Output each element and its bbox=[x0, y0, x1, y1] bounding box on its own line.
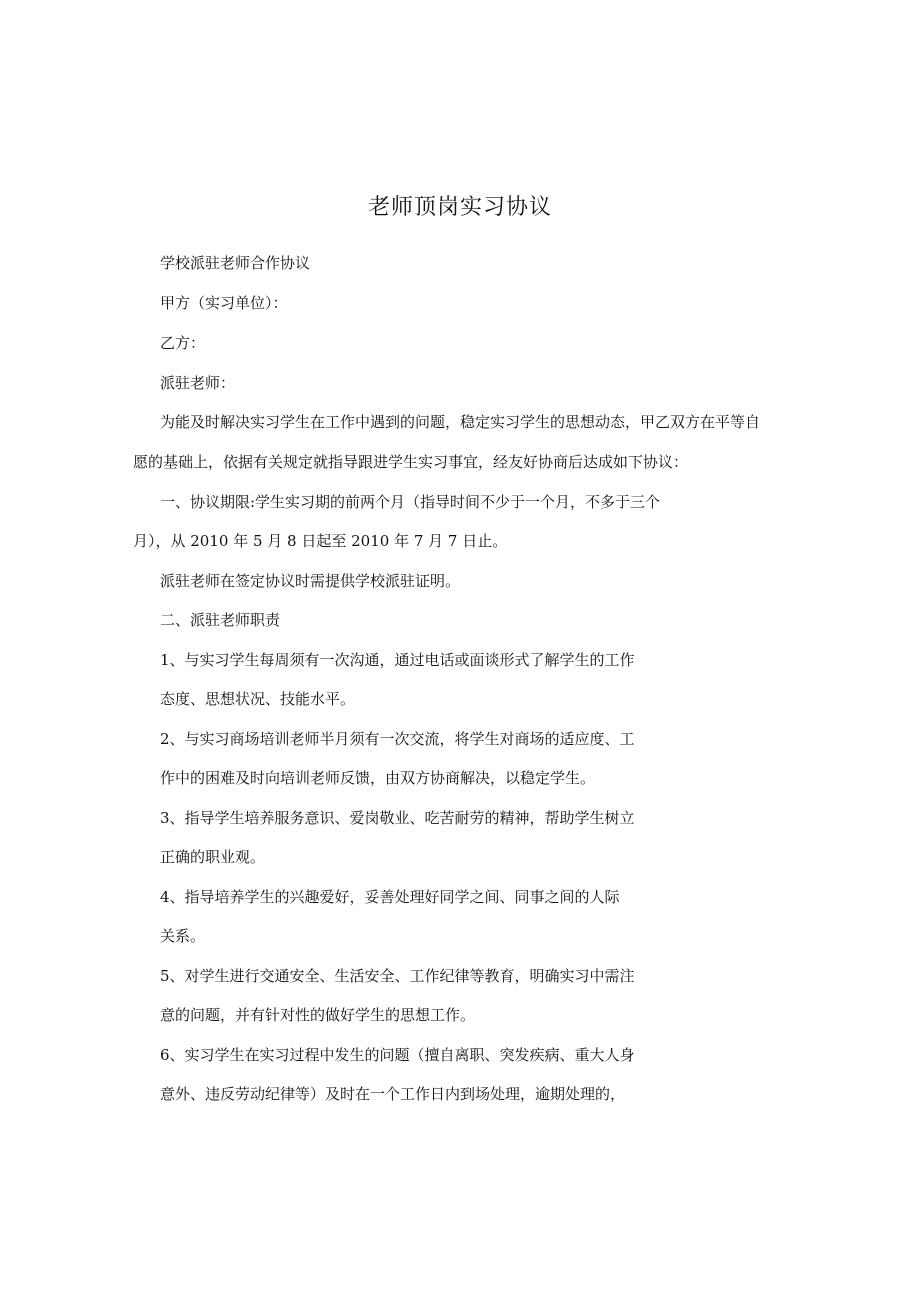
dispatched-teacher-line: 派驻老师： bbox=[160, 374, 236, 392]
duty-4-line-1: 4、指导培养学生的兴趣爱好，妥善处理好同学之间、同事之间的人际 bbox=[160, 888, 620, 906]
duty-6-line-1: 6、实习学生在实习过程中发生的问题（擅自离职、突发疾病、重大人身 bbox=[160, 1046, 635, 1064]
duty-3-line-1: 3、指导学生培养服务意识、爱岗敬业、吃苦耐劳的精神，帮助学生树立 bbox=[160, 809, 635, 827]
duty-5-line-2: 意的问题，并有针对性的做好学生的思想工作。 bbox=[160, 1006, 476, 1024]
clause-1-line-1: 一、协议期限:学生实习期的前两个月（指导时间不少于一个月，不多于三个 bbox=[160, 493, 661, 511]
duty-1-line-2: 态度、思想状况、技能水平。 bbox=[160, 690, 356, 708]
certificate-note-line: 派驻老师在签定协议时需提供学校派驻证明。 bbox=[160, 572, 461, 590]
preamble-line-2: 愿的基础上，依据有关规定就指导跟进学生实习事宜，经友好协商后达成如下协议： bbox=[133, 453, 689, 471]
duty-4-line-2: 关系。 bbox=[160, 927, 206, 945]
party-a-line: 甲方（实习单位）： bbox=[160, 294, 288, 312]
clause-2-heading: 二、派驻老师职责 bbox=[160, 611, 281, 629]
document-title: 老师顶岗实习协议 bbox=[367, 195, 552, 220]
duty-3-line-2: 正确的职业观。 bbox=[160, 848, 266, 866]
duty-1-line-1: 1、与实习学生每周须有一次沟通，通过电话或面谈形式了解学生的工作 bbox=[160, 651, 635, 669]
party-b-line: 乙方： bbox=[160, 334, 206, 352]
duty-5-line-1: 5、对学生进行交通安全、生活安全、工作纪律等教育，明确实习中需注 bbox=[160, 967, 635, 985]
duty-2-line-2: 作中的困难及时向培训老师反馈，由双方协商解决，以稳定学生。 bbox=[160, 769, 596, 787]
duty-2-line-1: 2、与实习商场培训老师半月须有一次交流，将学生对商场的适应度、工 bbox=[160, 730, 635, 748]
preamble-line-1: 为能及时解决实习学生在工作中遇到的问题，稳定实习学生的思想动态，甲乙双方在平等自 bbox=[160, 413, 761, 431]
subtitle-line: 学校派驻老师合作协议 bbox=[160, 254, 311, 272]
duty-6-line-2: 意外、违反劳动纪律等）及时在一个工作日内到场处理，逾期处理的， bbox=[160, 1085, 626, 1103]
clause-1-line-2: 月），从 2010 年 5 月 8 日起至 2010 年 7 月 7 日止。 bbox=[133, 532, 508, 550]
